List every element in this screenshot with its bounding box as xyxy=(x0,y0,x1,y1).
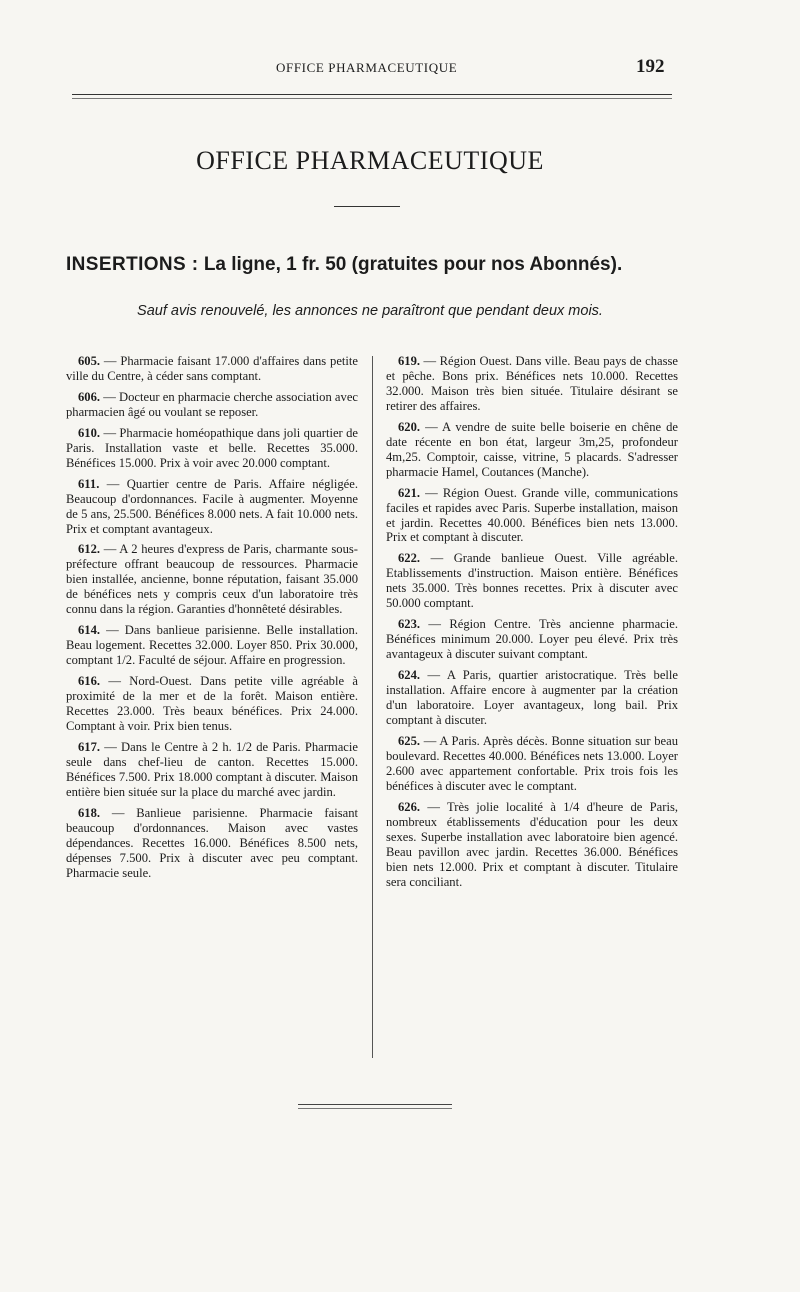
listing-text: — Pharmacie faisant 17.000 d'affaires dans petite ville du Centre, à céder sans comptant. xyxy=(66,354,358,383)
listing-text: — A 2 heures d'express de Paris, charmante sous-préfecture offrant beaucoup de ressources. Pharmacie bien installée, ancienne, bonne réputation, faisant 35.000 de bénéfices nets y compris ceux d'un laboratoire très connu dans la région. Garanties d'honnêteté désirables. xyxy=(66,542,358,617)
insertions-text: La ligne, 1 fr. 50 (gratuites pour nos Abonnés). xyxy=(203,254,623,275)
listing-number: 610. xyxy=(78,425,101,440)
listing-text: — Dans le Centre à 2 h. 1/2 de Paris. Pharmacie seule dans chef-lieu de canton. Recettes 15.000. Bénéfices 7.500. Prix 18.000 comptant à discuter. Maison entière bien située sur la place du marché avec jardin. xyxy=(66,739,358,799)
listing-number: 620. xyxy=(398,419,421,434)
column-divider xyxy=(372,356,373,1058)
listing-text: — Quartier centre de Paris. Affaire négligée. Beaucoup d'ordonnances. Facile à augmenter. Moyenne de 5 ans, 25.500. Bénéfices 8.000 nets. A fait 10.000 nets. Prix et comptant avantageux. xyxy=(66,476,358,536)
listing xyxy=(386,551,678,611)
listing-text: — Région Ouest. Dans ville. Beau pays de chasse et pêche. Bons prix. Bénéfices nets 10.000. Recettes 32.000. Maison très bien située. Titulaire désirant se retirer des affaires. xyxy=(386,354,678,413)
listing-text: — A Paris. Après décès. Bonne situation sur beau boulevard. Recettes 40.000. Bénéfices nets 13.000. Loyer 2.600 avec appartement confortable. Prix trois fois les bénéfices à discuter avec le comptant. xyxy=(386,733,678,793)
listing xyxy=(386,668,678,728)
listing xyxy=(386,617,678,662)
listing xyxy=(66,674,358,734)
listing-number: 624. xyxy=(398,668,421,683)
running-head xyxy=(0,58,800,80)
header-rule xyxy=(72,94,672,95)
listing xyxy=(66,542,358,617)
listing-number: 618. xyxy=(78,805,101,820)
listing xyxy=(386,800,678,890)
listing-text: — A Paris, quartier aristocratique. Très belle installation. Affaire encore à augmenter par la création d'un laboratoire. Loyer avantageux, long bail. Prix comptant à discuter. xyxy=(386,668,679,727)
listing-text: — Pharmacie homéopathique dans joli quartier de Paris. Installation vaste et belle. Recettes 35.000. Bénéfices 15.000. Prix à voir avec 20.000 comptant. xyxy=(66,425,359,470)
listing-number: 626. xyxy=(398,799,421,814)
listing xyxy=(66,740,358,800)
running-title: OFFICE PHARMACEUTIQUE xyxy=(276,60,458,75)
listing xyxy=(66,477,358,537)
page-number: 192 xyxy=(636,56,665,77)
listing-text: — Région Ouest. Grande ville, communications faciles et rapides avec Paris. Superbe installation, maison et jardin. Recettes 40.000. Bénéfices bien nets 13.000. Prix et comptant à discuter. xyxy=(386,485,678,545)
listing-text: — Région Centre. Très ancienne pharmacie. Bénéfices minimum 20.000. Loyer peu élevé. Prix très avantageux à discuter suivant comptant. xyxy=(386,617,678,662)
listing xyxy=(66,623,358,668)
footer-rule xyxy=(298,1104,452,1105)
listing-text: — Docteur en pharmacie cherche association avec pharmacien âgé ou voulant se reposer. xyxy=(66,389,358,419)
listing-text: — Nord-Ouest. Dans petite ville agréable à proximité de la mer et de la forêt. Maison entière. Recettes 23.000. Très beaux bénéfices. Prix 24.000. Comptant à voir. Prix bien tenus. xyxy=(66,674,358,733)
listing xyxy=(386,734,678,794)
listing xyxy=(386,354,678,414)
listing xyxy=(66,354,358,384)
insertions-line xyxy=(66,254,686,276)
listing-number: 619. xyxy=(398,354,421,368)
notice-text: Sauf avis renouvelé, les annonces ne paraîtront que pendant deux mois. xyxy=(137,303,603,319)
listing-text: — Dans banlieue parisienne. Belle installation. Beau logement. Recettes 32.000. Loyer 850. Prix 30.000, comptant 1/2. Faculté de séjour. Affaire en progression. xyxy=(66,623,359,668)
listing-number: 622. xyxy=(398,551,421,566)
footer-rule-thin xyxy=(298,1108,452,1109)
listing-text: — Banlieue parisienne. Pharmacie faisant beaucoup d'ordonnances. Maison avec vastes dépendances. Recettes 16.000. Bénéfices 8.500 nets, dépenses 7.500. Prix à discuter avec peu comptant. Pharmacie seule. xyxy=(66,805,358,880)
header-rule-thin xyxy=(72,98,672,99)
listing-number: 614. xyxy=(78,623,101,638)
listing-number: 621. xyxy=(398,485,421,500)
listing xyxy=(66,390,358,420)
listing xyxy=(66,806,358,881)
listing-number: 605. xyxy=(78,354,101,368)
left-column xyxy=(66,354,358,887)
listing xyxy=(66,426,358,471)
right-column xyxy=(386,354,678,895)
listing xyxy=(386,420,678,480)
page-title: OFFICE PHARMACEUTIQUE xyxy=(196,146,544,175)
listing-number: 612. xyxy=(78,542,101,557)
listing-number: 623. xyxy=(398,617,421,632)
listing-number: 616. xyxy=(78,674,101,689)
listing-text: — A vendre de suite belle boiserie en chêne de date récente en bon état, largeur 3m,25, profondeur 4m,25. Comptoir, caisse, vitrine, 5 placards. S'adresser pharmacie Hamel, Coutances (Manche). xyxy=(386,419,678,479)
listing-number: 625. xyxy=(398,733,421,748)
listing-number: 611. xyxy=(78,476,100,491)
listing-number: 606. xyxy=(78,389,101,404)
listing xyxy=(386,486,678,546)
listing-text: — Très jolie localité à 1/4 d'heure de Paris, nombreux établissements d'éducation pour les deux sexes. Superbe installation avec laboratoire bien agencé. Beau pavillon avec jardin. Recettes 36.000. Bénéfices bien nets 12.000. Prix et comptant à discuter. Titulaire sera conciliant. xyxy=(386,799,678,889)
listing-text: — Grande banlieue Ouest. Ville agréable. Etablissements d'instruction. Maison entière. Bénéfices nets 35.000. Très bonnes recettes. Prix à discuter avec 50.000 comptant. xyxy=(386,551,679,611)
title-rule xyxy=(334,206,400,207)
listing-number: 617. xyxy=(78,739,101,754)
insertions-label: INSERTIONS : xyxy=(66,254,199,275)
